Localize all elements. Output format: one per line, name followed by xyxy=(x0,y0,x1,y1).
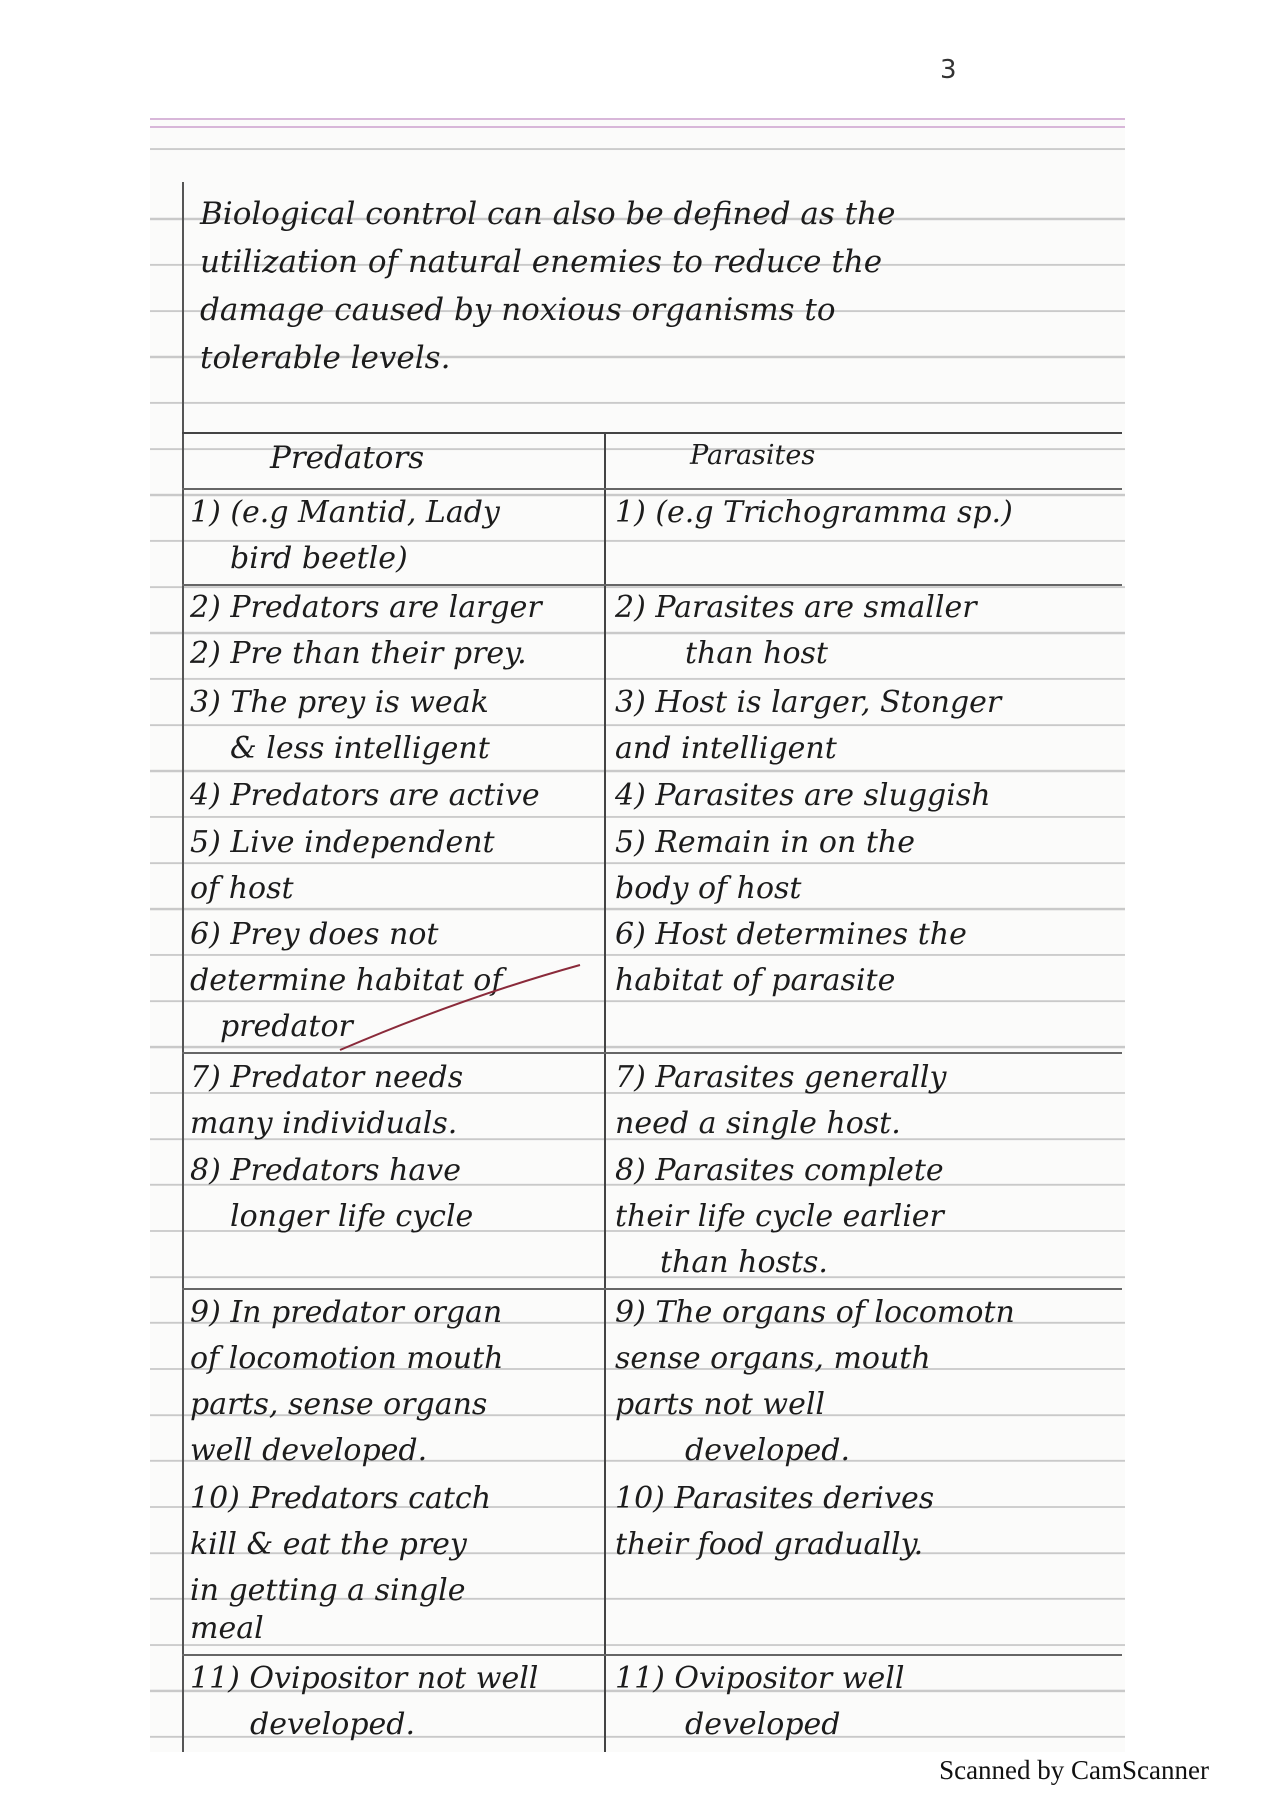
cell-line: 5) Remain in on the xyxy=(615,825,915,860)
predator-cell-11 xyxy=(190,1656,538,1748)
intro-line: utilization of natural enemies to reduce the xyxy=(200,244,883,280)
parasite-cell-9 xyxy=(615,1290,1015,1474)
cell-line: than host xyxy=(685,636,828,671)
cell-line: 4) Predators are active xyxy=(190,778,540,813)
cell-line: 9) In predator organ xyxy=(190,1295,503,1330)
page-number: 3 xyxy=(940,55,957,85)
cell-line: 2) Pre than their prey. xyxy=(190,636,527,671)
intro-line: tolerable levels. xyxy=(200,340,451,376)
cell-line: well developed. xyxy=(190,1433,428,1468)
cell-line: predator xyxy=(220,1009,353,1044)
predator-cell-6 xyxy=(190,912,502,1050)
margin-line xyxy=(182,182,184,1752)
cell-line: their life cycle earlier xyxy=(615,1199,944,1234)
cell-line: 6) Host determines the xyxy=(615,917,967,952)
cell-line: 7) Predator needs xyxy=(190,1060,464,1095)
cell-line: 8) Predators have xyxy=(190,1153,461,1188)
header-rule xyxy=(150,118,1125,128)
cell-line: 2) Predators are larger xyxy=(190,590,542,625)
predator-cell-7 xyxy=(190,1055,463,1147)
predator-cell-5 xyxy=(190,820,495,912)
parasite-cell-2 xyxy=(615,585,977,677)
parasite-cell-1 xyxy=(615,490,1013,536)
cell-line: parts, sense organs xyxy=(190,1387,488,1422)
cell-line: in getting a single xyxy=(190,1573,466,1608)
parasite-cell-4 xyxy=(615,773,991,819)
cell-line: of host xyxy=(190,871,294,906)
scanner-footer: Scanned by CamScanner xyxy=(939,1755,1209,1785)
predator-cell-10-last xyxy=(190,1611,264,1646)
predator-cell-2 xyxy=(190,585,542,677)
cell-line: kill & eat the prey xyxy=(190,1527,467,1562)
cell-line: developed xyxy=(685,1707,841,1742)
cell-line: 10) Predators catch xyxy=(190,1481,492,1516)
parasite-cell-6 xyxy=(615,912,967,1004)
cell-line: need a single host. xyxy=(615,1106,901,1141)
cell-line: 9) The organs of locomotn xyxy=(615,1295,1015,1330)
predator-cell-10 xyxy=(190,1476,491,1614)
cell-line: many individuals. xyxy=(190,1106,458,1141)
parasite-cell-7 xyxy=(615,1055,946,1147)
cell-line: 6) Prey does not xyxy=(190,917,439,952)
intro-line: damage caused by noxious organisms to xyxy=(200,292,836,328)
cell-line: 10) Parasites derives xyxy=(615,1481,935,1516)
cell-line: longer life cycle xyxy=(230,1199,474,1234)
predator-cell-9 xyxy=(190,1290,504,1474)
cell-line: sense organs, mouth xyxy=(615,1341,931,1376)
cell-line: 11) Ovipositor not well xyxy=(190,1661,539,1696)
cell-line: parts not well xyxy=(615,1387,826,1422)
cell-line: and intelligent xyxy=(615,731,837,766)
cell-line: meal xyxy=(190,1611,264,1646)
parasite-cell-5 xyxy=(615,820,915,912)
predator-cell-3 xyxy=(190,680,490,772)
cell-line: 5) Live independent xyxy=(190,825,495,860)
cell-line: 2) Parasites are smaller xyxy=(615,590,977,625)
parasite-cell-11 xyxy=(615,1656,904,1748)
cell-line: 7) Parasites generally xyxy=(615,1060,947,1095)
intro-paragraph xyxy=(200,190,1080,382)
cell-line: & less intelligent xyxy=(230,731,490,766)
predator-cell-1 xyxy=(190,490,500,582)
cell-line: 3) Host is larger, Stonger xyxy=(615,685,1002,720)
cell-line: than hosts. xyxy=(660,1245,828,1280)
cell-line: determine habitat of xyxy=(190,963,503,998)
cell-line: 3) The prey is weak xyxy=(190,685,489,720)
cell-line: their food gradually. xyxy=(615,1527,924,1562)
parasite-cell-3 xyxy=(615,680,1001,772)
cell-line: 4) Parasites are sluggish xyxy=(615,778,991,813)
cell-line: body of host xyxy=(615,871,802,906)
predator-cell-8 xyxy=(190,1148,473,1240)
cell-line: bird beetle) xyxy=(230,541,408,576)
cell-line: 1) (e.g Trichogramma sp.) xyxy=(615,495,1013,530)
cell-line: developed. xyxy=(685,1433,851,1468)
header-predators: Predators xyxy=(270,440,425,476)
predator-cell-4 xyxy=(190,773,540,819)
cell-line: 11) Ovipositor well xyxy=(615,1661,905,1696)
cell-line: 8) Parasites complete xyxy=(615,1153,944,1188)
table-top-border xyxy=(182,432,1122,434)
header-parasites: Parasites xyxy=(690,440,816,471)
cell-line: developed. xyxy=(250,1707,416,1742)
parasite-cell-10 xyxy=(615,1476,934,1568)
cell-line: 1) (e.g Mantid, Lady xyxy=(190,495,500,530)
parasite-cell-8 xyxy=(615,1148,944,1286)
column-divider xyxy=(604,432,606,1752)
row-divider xyxy=(182,1052,1122,1054)
cell-line: of locomotion mouth xyxy=(190,1341,504,1376)
cell-line: habitat of parasite xyxy=(615,963,896,998)
intro-line: Biological control can also be defined as the xyxy=(200,196,896,232)
